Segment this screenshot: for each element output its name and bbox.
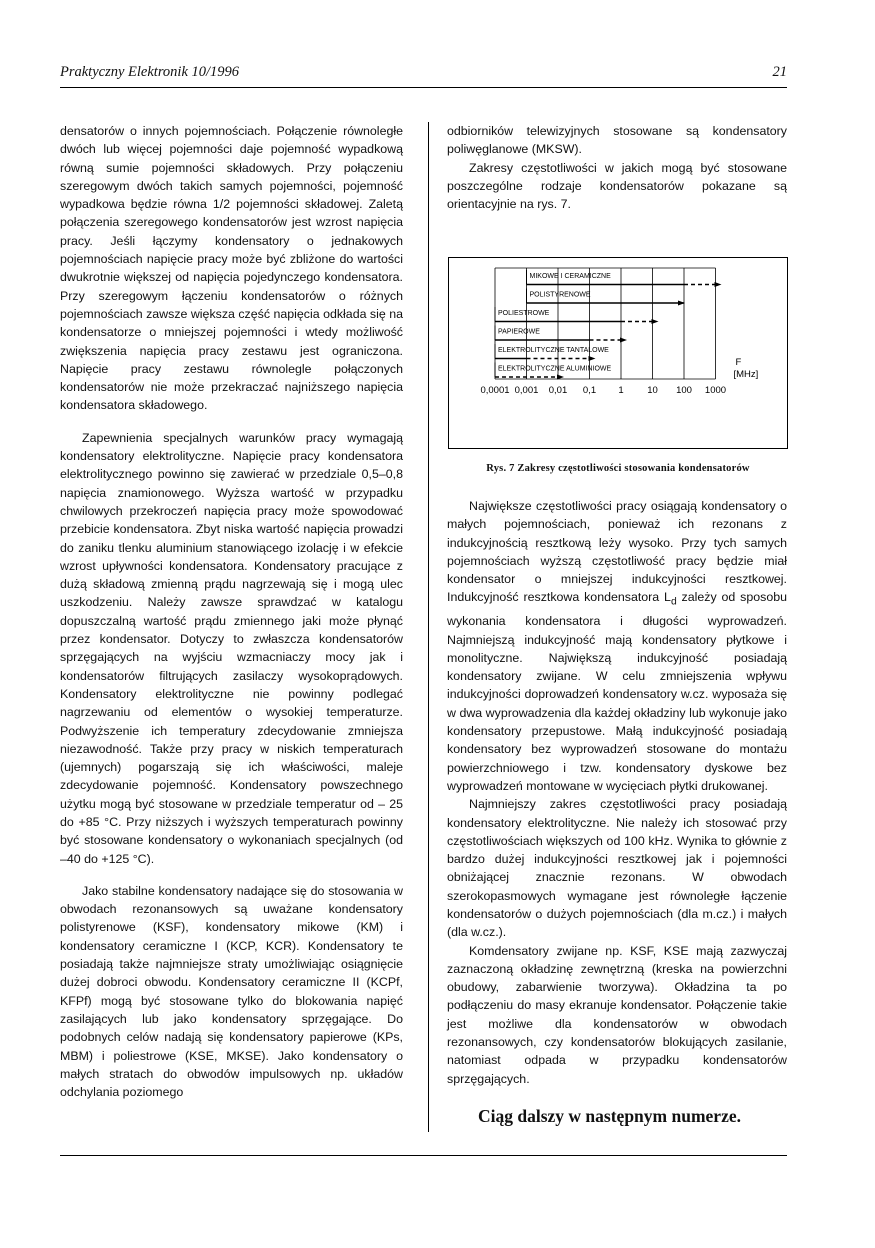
- series-label-0: MIKOWE I CERAMICZNE: [529, 273, 611, 280]
- series-label-3: PAPIEROWE: [498, 328, 540, 336]
- right-paragraph-3-sub: d: [670, 596, 677, 608]
- chart-canvas: [449, 258, 789, 450]
- series-arrow-4: [589, 356, 596, 361]
- series-label-5: ELEKTROLITYCZNE ALUMINIOWE: [498, 365, 612, 373]
- page-number: 21: [772, 64, 787, 80]
- left-paragraph-1: densatorów o innych pojemnościach. Połączenie równoległe dwóch lub więcej pojemności daje pojemność wypadkową równą sumie pojemności składowych. Przy połączeniu szeregowym dwóch takich samych pojemności, pojemność wypadkowa będzie równa 1/2 pojemności składowej. Zaletą połączenia szeregowego kondensatorów jest wzrost napięcia pracy. Jeśli łączymy kondensatory o jednakowych pojemnościach napięcie pracy może być zbliżone do wartości dwukrotnie większej od napięcia pojedynczego kondensatora. Przy szeregowym łączeniu kondensatorów o różnych pojemnościach zawsze większa część napięcia odkłada się na kondensatorze o mniejszej pojemności i wtedy możliwość zwiększenia napięcia pracy zestawu jest ograniczona. Napięcie pracy zestawu równolegle połączonych kondensatorów nie może przekraczać najniższego napięcia kondensatora składowego.: [60, 124, 403, 413]
- x-axis-unit: [MHz]: [733, 369, 759, 380]
- right-paragraph-4: Najmniejszy zakres częstotliwości pracy posiadają kondensatory elektrolityczne. Nie należy ich stosować przy częstotliwościach większych od 100 kHz. Wynika to głównie z bardzo dużej indukcyjności resztkowej jak i pojemności obniżającej znacznie rezonans. W obwodach szerokopasmowych wymagane jest równoległe łączenie kondensatorów o dużych pojemnościach (dla m.cz.) i małych (dla w.cz.).: [447, 797, 787, 940]
- right-column-top: [447, 122, 787, 213]
- header-rule: [60, 87, 787, 88]
- x-tick-label-7: 1000: [704, 385, 727, 396]
- x-tick-label-1: 0,001: [514, 385, 539, 396]
- frequency-range-chart: [448, 257, 788, 449]
- right-column-bottom: [447, 497, 787, 1088]
- x-tick-label-0: 0,0001: [480, 385, 510, 396]
- x-axis-label: F: [735, 357, 742, 368]
- x-tick-label-4: 1: [618, 385, 624, 396]
- right-paragraph-5: Komdensatory zwijane np. KSF, KSE mają zazwyczaj zaznaczoną okładzinę zewnętrzną (kreska na powierzchni obudowy, zabarwienie tworzywa). Okładzina ta po podłączeniu do masy ekranuje kondensator. Połączenie takie jest możliwe dla kondensatorów w obwodach rezonansowych, czy kondensatorów blokujących zasilanie, natomiast odpada w przypadku kondensatorów sprzęgających.: [447, 943, 787, 1086]
- page-header: [60, 64, 787, 84]
- series-label-4: ELEKTROLITYCZNE TANTALOWE: [498, 347, 609, 354]
- x-tick-label-2: 0,01: [548, 385, 568, 396]
- series-label-2: POLIESTROWE: [498, 310, 550, 317]
- right-paragraph-3: [447, 497, 787, 795]
- journal-title: Praktyczny Elektronik 10/1996: [60, 64, 240, 80]
- series-label-1: POLISTYRENOWE: [529, 291, 591, 299]
- series-arrow-0: [715, 282, 722, 287]
- right-paragraph-3-b: zależy od sposobu wykonania kondensatora i długości wyprowadzeń. Najmniejszą indukcyjność mają kondensatory płytkowe i monolityczne. Największą indukcyjność posiadają kondensatory zwijane. W celu zmniejszenia wpływu indukcyjności doprowadzeń kondensatory w.cz. wyposaża się w dwa wyprowadzenia dla każdej okładziny lub wykonuje jako kondensatory przepustowe. Małą indukcyjność posiadają kondensatory bez wyprowadzeń stosowane do montażu powierzchniowego i tzw. kondensatory dyskowe bez wyprowadzeń montowane w wycięciach płytki drukowanej.: [447, 590, 787, 793]
- right-paragraph-1: odbiorników telewizyjnych stosowane są kondensatory poliwęglanowe (MKSW).: [447, 124, 787, 157]
- column-divider: [428, 122, 429, 1132]
- left-column: [60, 122, 403, 1101]
- series-arrow-3: [620, 338, 627, 343]
- continued-note: Ciąg dalszy w następnym numerze.: [478, 1106, 741, 1126]
- x-tick-label-3: 0,1: [582, 385, 597, 396]
- x-tick-label-6: 100: [676, 385, 692, 396]
- left-paragraph-2: Zapewnienia specjalnych warunków pracy wymagają kondensatory elektrolityczne. Napięcie pracy kondensatora elektrolitycznego powinno się zawierać w przedziale 0,5–0,8 napięcia znamionowego. Wyższa wartość w przypadku chwilowych przekroczeń napięcia pracy może spowodować przebicie kondensatora. Zbyt niska wartość napięcia prowadzi do zaniku tlenku aluminium stanowiącego izolację i w efekcie wzrost upływności kondensatora. Kondensatory pracujące z dużą składową zmienną prądu nagrzewają się i mogą ulec uszkodzeniu. Należy zawsze sprawdzać w katalogu dopuszczalną wartość prądu zmiennego jaki może płynąć przez kondensator. Dotyczy to zwłaszcza kondensatorów sprzęgających na wyjściu wzmacniaczy mocy jak i kondensatorów filtrujących zasilaczy wysokoprądowych. Kondensatory elektrolityczne nie powinny podlegać nagrzewaniu od elementów o wysokiej temperaturze. Podwyższenie ich temperatury zdecydowanie zmniejsza niezawodność. Także przy pracy w niskich temperaturach (ujemnych) pogarszają się ich właściwości, maleje zdecydowanie pojemność. Kondensatory powszechnego użytku mogą być stosowane w przedziale temperatur od – 25 do +85 °C. Przy niższych i wyższych temperaturach powinny być stosowane kondensatory o wykonaniach specjalnych (od –40 do +125 °C).: [60, 430, 403, 866]
- right-paragraph-3-a: Największe częstotliwości pracy osiągają kondensatory o małych pojemnościach, ponieważ ich rezonans z indukcyjnością resztkową leży wysoko. Przy tych samych pojemnościach wyższą częstotliwość pracy będzie miał kondensator o mniejszej indukcyjności resztkowej. Indukcyjność resztkowa kondensatora L: [447, 499, 787, 605]
- x-tick-label-5: 10: [647, 385, 658, 396]
- figure-caption: Rys. 7 Zakresy częstotliwości stosowania kondensatorów: [486, 463, 750, 474]
- series-arrow-2: [652, 319, 659, 324]
- right-paragraph-2: Zakresy częstotliwości w jakich mogą być stosowane poszczególne rodzaje kondensatorów pokazane są orientacyjnie na rys. 7.: [447, 160, 787, 212]
- footer-rule: [60, 1155, 787, 1156]
- left-paragraph-3: Jako stabilne kondensatory nadające się do stosowania w obwodach rezonansowych są uważane kondensatory polistyrenowe (KSF), kondensatory mikowe (KM) i kondensatory ceramiczne I (KCP, KCR). Kondensatory te posiadają także najmniejsze straty umożliwiając osiągnięcie dużej dobroci obwodu. Kondensatory ceramiczne II (KCPf, KFPf) mogą być stosowane tylko do blokowania napięć zasilających lub jako kondensatory sprzęgające. Do podobnych celów nadają się kondensatory papierowe (KPs, MBM) i poliestrowe (KSE, MKSE). Jako kondensatory o małych stratach do obwodów impulsowych np. układów odchylania poziomego: [60, 883, 403, 1100]
